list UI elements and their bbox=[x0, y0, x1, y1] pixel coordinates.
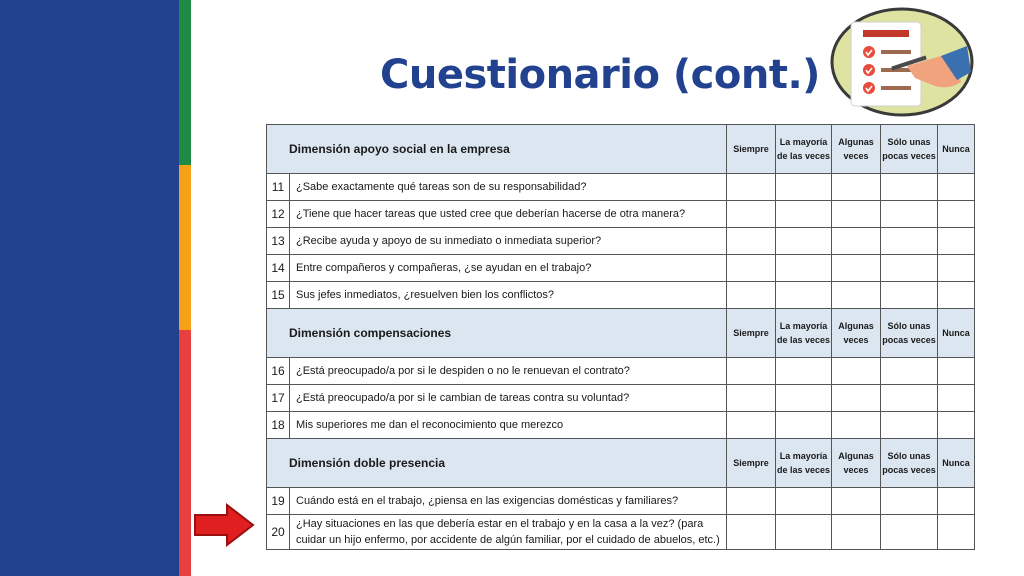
answer-cell-solo-unas-pocas[interactable] bbox=[881, 488, 938, 515]
answer-cell-siempre[interactable] bbox=[727, 228, 776, 255]
stripe-orange bbox=[179, 165, 191, 330]
question-number: 11 bbox=[267, 174, 290, 201]
option-header-siempre: Siempre bbox=[727, 309, 776, 358]
option-header-siempre: Siempre bbox=[727, 439, 776, 488]
question-text: Entre compañeros y compañeras, ¿se ayudan en el trabajo? bbox=[290, 255, 727, 282]
answer-cell-solo-unas-pocas[interactable] bbox=[881, 515, 938, 550]
answer-cell-nunca[interactable] bbox=[938, 255, 975, 282]
stripe-green bbox=[179, 0, 191, 165]
answer-cell-solo-unas-pocas[interactable] bbox=[881, 174, 938, 201]
question-text: ¿Recibe ayuda y apoyo de su inmediato o inmediata superior? bbox=[290, 228, 727, 255]
section-title: Dimensión compensaciones bbox=[267, 309, 727, 358]
answer-cell-siempre[interactable] bbox=[727, 412, 776, 439]
question-row bbox=[267, 228, 975, 255]
stripe-red bbox=[179, 330, 191, 576]
questionnaire-checklist-logo bbox=[829, 6, 975, 118]
question-number: 12 bbox=[267, 201, 290, 228]
answer-cell-nunca[interactable] bbox=[938, 515, 975, 550]
question-text: Sus jefes inmediatos, ¿resuelven bien los conflictos? bbox=[290, 282, 727, 309]
answer-cell-la-mayoria[interactable] bbox=[776, 488, 832, 515]
answer-cell-la-mayoria[interactable] bbox=[776, 358, 832, 385]
answer-cell-siempre[interactable] bbox=[727, 282, 776, 309]
answer-cell-nunca[interactable] bbox=[938, 174, 975, 201]
answer-cell-algunas-veces[interactable] bbox=[832, 412, 881, 439]
answer-cell-la-mayoria[interactable] bbox=[776, 282, 832, 309]
answer-cell-nunca[interactable] bbox=[938, 201, 975, 228]
question-row bbox=[267, 385, 975, 412]
answer-cell-la-mayoria[interactable] bbox=[776, 412, 832, 439]
answer-cell-algunas-veces[interactable] bbox=[832, 228, 881, 255]
answer-cell-siempre[interactable] bbox=[727, 174, 776, 201]
question-number: 17 bbox=[267, 385, 290, 412]
option-header-nunca: Nunca bbox=[938, 439, 975, 488]
question-row bbox=[267, 174, 975, 201]
question-row bbox=[267, 358, 975, 385]
question-number: 15 bbox=[267, 282, 290, 309]
question-text: ¿Está preocupado/a por si le cambian de tareas contra su voluntad? bbox=[290, 385, 727, 412]
question-row bbox=[267, 412, 975, 439]
answer-cell-siempre[interactable] bbox=[727, 488, 776, 515]
option-header-siempre: Siempre bbox=[727, 125, 776, 174]
answer-cell-algunas-veces[interactable] bbox=[832, 385, 881, 412]
answer-cell-nunca[interactable] bbox=[938, 412, 975, 439]
answer-cell-solo-unas-pocas[interactable] bbox=[881, 385, 938, 412]
section-header-row bbox=[267, 309, 975, 358]
answer-cell-nunca[interactable] bbox=[938, 282, 975, 309]
option-header-nunca: Nunca bbox=[938, 309, 975, 358]
answer-cell-la-mayoria[interactable] bbox=[776, 228, 832, 255]
answer-cell-siempre[interactable] bbox=[727, 255, 776, 282]
answer-cell-la-mayoria[interactable] bbox=[776, 385, 832, 412]
option-header-la-mayoria: La mayoría de las veces bbox=[776, 125, 832, 174]
option-header-la-mayoria: La mayoría de las veces bbox=[776, 309, 832, 358]
answer-cell-algunas-veces[interactable] bbox=[832, 282, 881, 309]
answer-cell-algunas-veces[interactable] bbox=[832, 174, 881, 201]
answer-cell-solo-unas-pocas[interactable] bbox=[881, 412, 938, 439]
answer-cell-la-mayoria[interactable] bbox=[776, 201, 832, 228]
section-title: Dimensión apoyo social en la empresa bbox=[267, 125, 727, 174]
section-header-row bbox=[267, 125, 975, 174]
answer-cell-siempre[interactable] bbox=[727, 385, 776, 412]
option-header-solo-unas-pocas: Sólo unas pocas veces bbox=[881, 309, 938, 358]
answer-cell-solo-unas-pocas[interactable] bbox=[881, 282, 938, 309]
question-text: ¿Hay situaciones en las que debería estar en el trabajo y en la casa a la vez? (para cuidar un hijo enfermo, por accidente de algún familiar, por el cuidado de abuelos, etc.) bbox=[290, 515, 727, 550]
question-row bbox=[267, 255, 975, 282]
answer-cell-la-mayoria[interactable] bbox=[776, 515, 832, 550]
question-number: 14 bbox=[267, 255, 290, 282]
answer-cell-nunca[interactable] bbox=[938, 228, 975, 255]
section-header-row bbox=[267, 439, 975, 488]
answer-cell-algunas-veces[interactable] bbox=[832, 488, 881, 515]
slide-title: Cuestionario (cont.) bbox=[380, 52, 820, 98]
answer-cell-siempre[interactable] bbox=[727, 201, 776, 228]
answer-cell-nunca[interactable] bbox=[938, 358, 975, 385]
answer-cell-nunca[interactable] bbox=[938, 488, 975, 515]
question-number: 20 bbox=[267, 515, 290, 550]
answer-cell-algunas-veces[interactable] bbox=[832, 515, 881, 550]
answer-cell-algunas-veces[interactable] bbox=[832, 255, 881, 282]
question-number: 18 bbox=[267, 412, 290, 439]
answer-cell-solo-unas-pocas[interactable] bbox=[881, 201, 938, 228]
answer-cell-la-mayoria[interactable] bbox=[776, 255, 832, 282]
answer-cell-la-mayoria[interactable] bbox=[776, 174, 832, 201]
option-header-solo-unas-pocas: Sólo unas pocas veces bbox=[881, 125, 938, 174]
question-text: ¿Sabe exactamente qué tareas son de su responsabilidad? bbox=[290, 174, 727, 201]
question-row bbox=[267, 201, 975, 228]
question-text: ¿Tiene que hacer tareas que usted cree que deberían hacerse de otra manera? bbox=[290, 201, 727, 228]
question-text: Mis superiores me dan el reconocimiento que merezco bbox=[290, 412, 727, 439]
answer-cell-solo-unas-pocas[interactable] bbox=[881, 228, 938, 255]
question-number: 19 bbox=[267, 488, 290, 515]
answer-cell-solo-unas-pocas[interactable] bbox=[881, 255, 938, 282]
left-color-panel bbox=[0, 0, 179, 576]
question-number: 13 bbox=[267, 228, 290, 255]
section-title: Dimensión doble presencia bbox=[267, 439, 727, 488]
option-header-solo-unas-pocas: Sólo unas pocas veces bbox=[881, 439, 938, 488]
question-row bbox=[267, 515, 975, 550]
option-header-algunas-veces: Algunas veces bbox=[832, 309, 881, 358]
answer-cell-algunas-veces[interactable] bbox=[832, 358, 881, 385]
question-text: Cuándo está en el trabajo, ¿piensa en las exigencias domésticas y familiares? bbox=[290, 488, 727, 515]
answer-cell-nunca[interactable] bbox=[938, 385, 975, 412]
question-number: 16 bbox=[267, 358, 290, 385]
option-header-algunas-veces: Algunas veces bbox=[832, 125, 881, 174]
question-row bbox=[267, 488, 975, 515]
answer-cell-solo-unas-pocas[interactable] bbox=[881, 358, 938, 385]
right-arrow-icon bbox=[193, 503, 255, 547]
question-text: ¿Está preocupado/a por si le despiden o no le renuevan el contrato? bbox=[290, 358, 727, 385]
option-header-nunca: Nunca bbox=[938, 125, 975, 174]
answer-cell-algunas-veces[interactable] bbox=[832, 201, 881, 228]
answer-cell-siempre[interactable] bbox=[727, 358, 776, 385]
questionnaire-table bbox=[266, 124, 975, 550]
option-header-la-mayoria: La mayoría de las veces bbox=[776, 439, 832, 488]
answer-cell-siempre[interactable] bbox=[727, 515, 776, 550]
question-row bbox=[267, 282, 975, 309]
option-header-algunas-veces: Algunas veces bbox=[832, 439, 881, 488]
